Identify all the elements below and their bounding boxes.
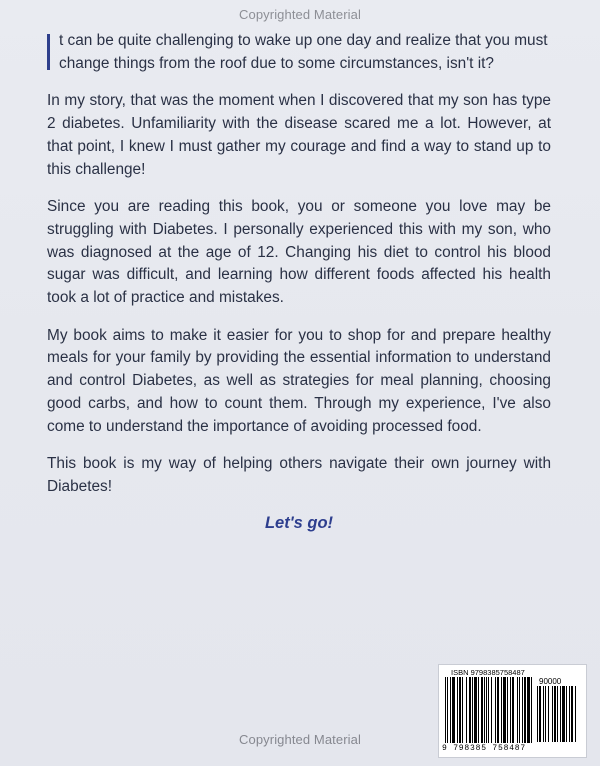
intro-paragraph-text: t can be quite challenging to wake up one day and realize that you must change things from the roof due to some circumstances, isn't it?	[59, 32, 548, 72]
drop-cap-bar	[47, 34, 50, 70]
copyright-watermark-bottom: Copyrighted Material	[239, 732, 361, 747]
intro-paragraph	[47, 30, 551, 75]
barcode-digits: 9 798385 758487	[442, 744, 527, 753]
back-cover-text	[47, 30, 551, 533]
copyright-watermark-top: Copyrighted Material	[239, 7, 361, 22]
isbn-label: ISBN 9798385758487	[451, 668, 525, 677]
experience-paragraph: Since you are reading this book, you or someone you love may be struggling with Diabetes. I personally experienced this with my son, who was diagnosed at the age of 12. Changing his diet to control his blood sugar was difficult, and learning how different foods affected his health took a lot of practice and mistakes.	[47, 198, 551, 307]
closing-paragraph: This book is my way of helping others navigate their own journey with Diabetes!	[47, 455, 551, 495]
call-to-action: Let's go!	[264, 513, 334, 532]
story-paragraph: In my story, that was the moment when I discovered that my son has type 2 diabetes. Unfamiliarity with the disease scared me a lot. However, at that point, I knew I must gather my courage and find a way to stand up to this challenge!	[47, 92, 551, 178]
price-code: 90000	[539, 677, 562, 686]
book-aims-paragraph: My book aims to make it easier for you to shop for and prepare healthy meals for your family by providing the essential information to understand and control Diabetes, as well as strategies for meal planning, choosing good carbs, and how to count them. Through my experience, I've also come to understand the importance of avoiding processed food.	[47, 326, 551, 435]
